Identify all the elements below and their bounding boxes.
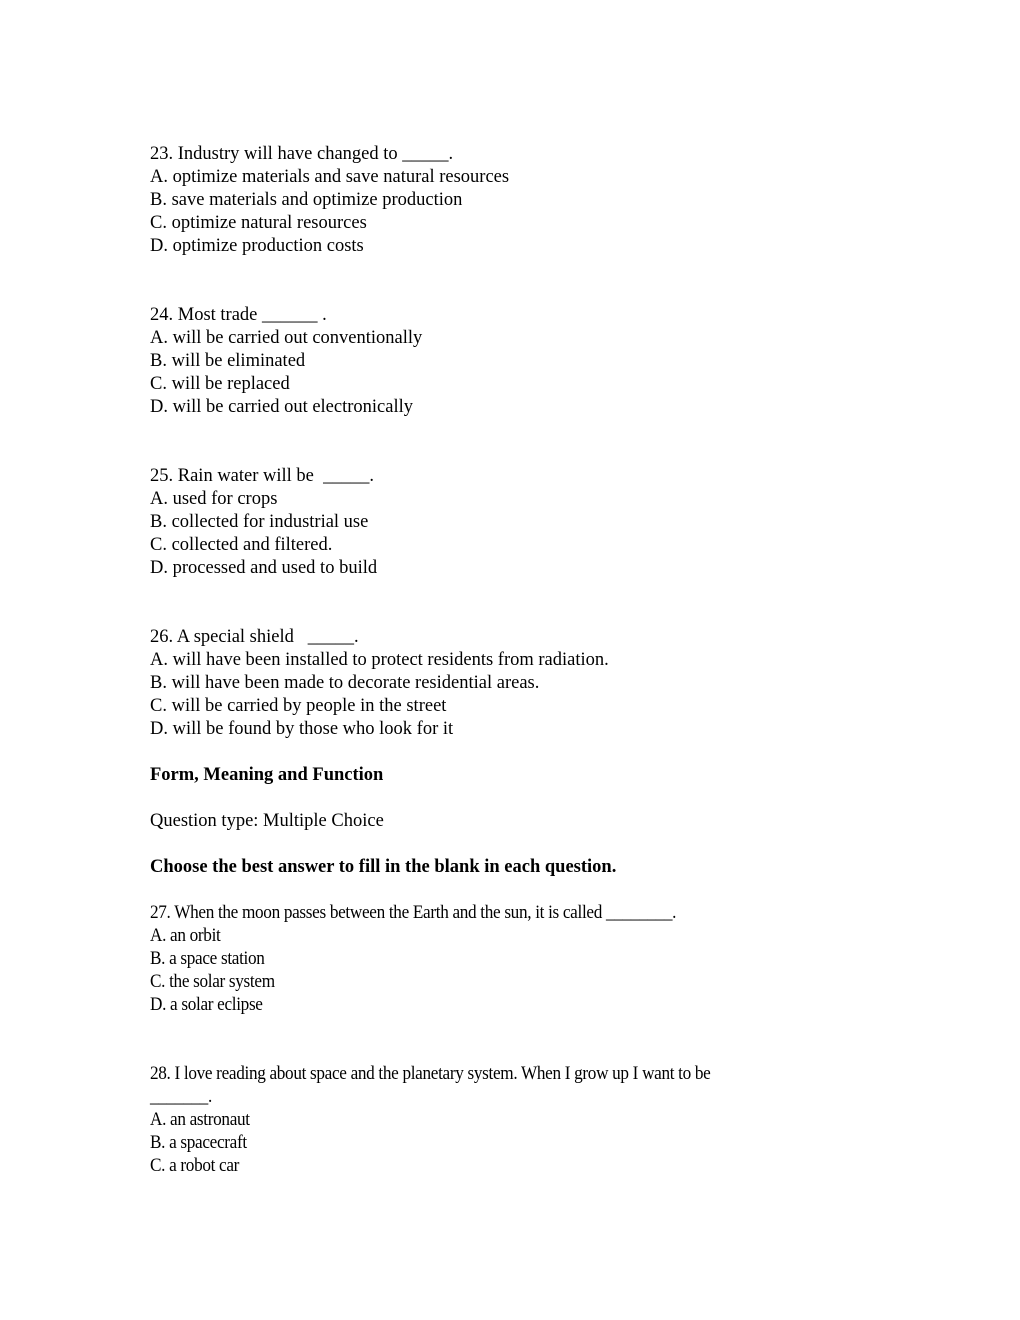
question-type-label: Question type: Multiple Choice [150,811,384,831]
option-c: C. will be replaced [150,374,290,394]
question-stem: 28. I love reading about space and the planetary system. When I grow up I want to be [150,1064,711,1084]
option-d: D. processed and used to build [150,558,378,578]
question-stem: 27. When the moon passes between the Earth and the sun, it is called ________. [150,903,677,923]
option-b: B. collected for industrial use [150,512,369,532]
option-c: C. optimize natural resources [150,213,367,233]
option-c: C. will be carried by people in the street [150,696,447,716]
option-a: A. an orbit [150,926,221,946]
question-stem: 23. Industry will have changed to _____. [150,144,454,164]
question-stem-continuation: _______. [150,1087,212,1107]
question-stem: 25. Rain water will be _____. [150,466,375,486]
option-a: A. will be carried out conventionally [150,328,423,348]
section-title: Form, Meaning and Function [150,765,384,785]
option-d: D. will be found by those who look for it [150,719,454,739]
option-b: B. a space station [150,949,265,969]
option-d: D. will be carried out electronically [150,397,414,417]
option-a: A. will have been installed to protect residents from radiation. [150,650,609,670]
option-d: D. a solar eclipse [150,995,263,1015]
option-b: B. will be eliminated [150,351,306,371]
question-stem: 24. Most trade ______ . [150,305,327,325]
option-b: B. save materials and optimize production [150,190,463,210]
question-stem: 26. A special shield _____. [150,627,359,647]
section-instruction: Choose the best answer to fill in the blank in each question. [150,857,617,877]
option-c: C. the solar system [150,972,275,992]
option-b: B. a spacecraft [150,1133,247,1153]
option-a: A. an astronaut [150,1110,250,1130]
option-a: A. optimize materials and save natural resources [150,167,510,187]
option-c: C. a robot car [150,1156,240,1176]
option-d: D. optimize production costs [150,236,364,256]
option-a: A. used for crops [150,489,278,509]
option-c: C. collected and filtered. [150,535,333,555]
option-b: B. will have been made to decorate residential areas. [150,673,540,693]
